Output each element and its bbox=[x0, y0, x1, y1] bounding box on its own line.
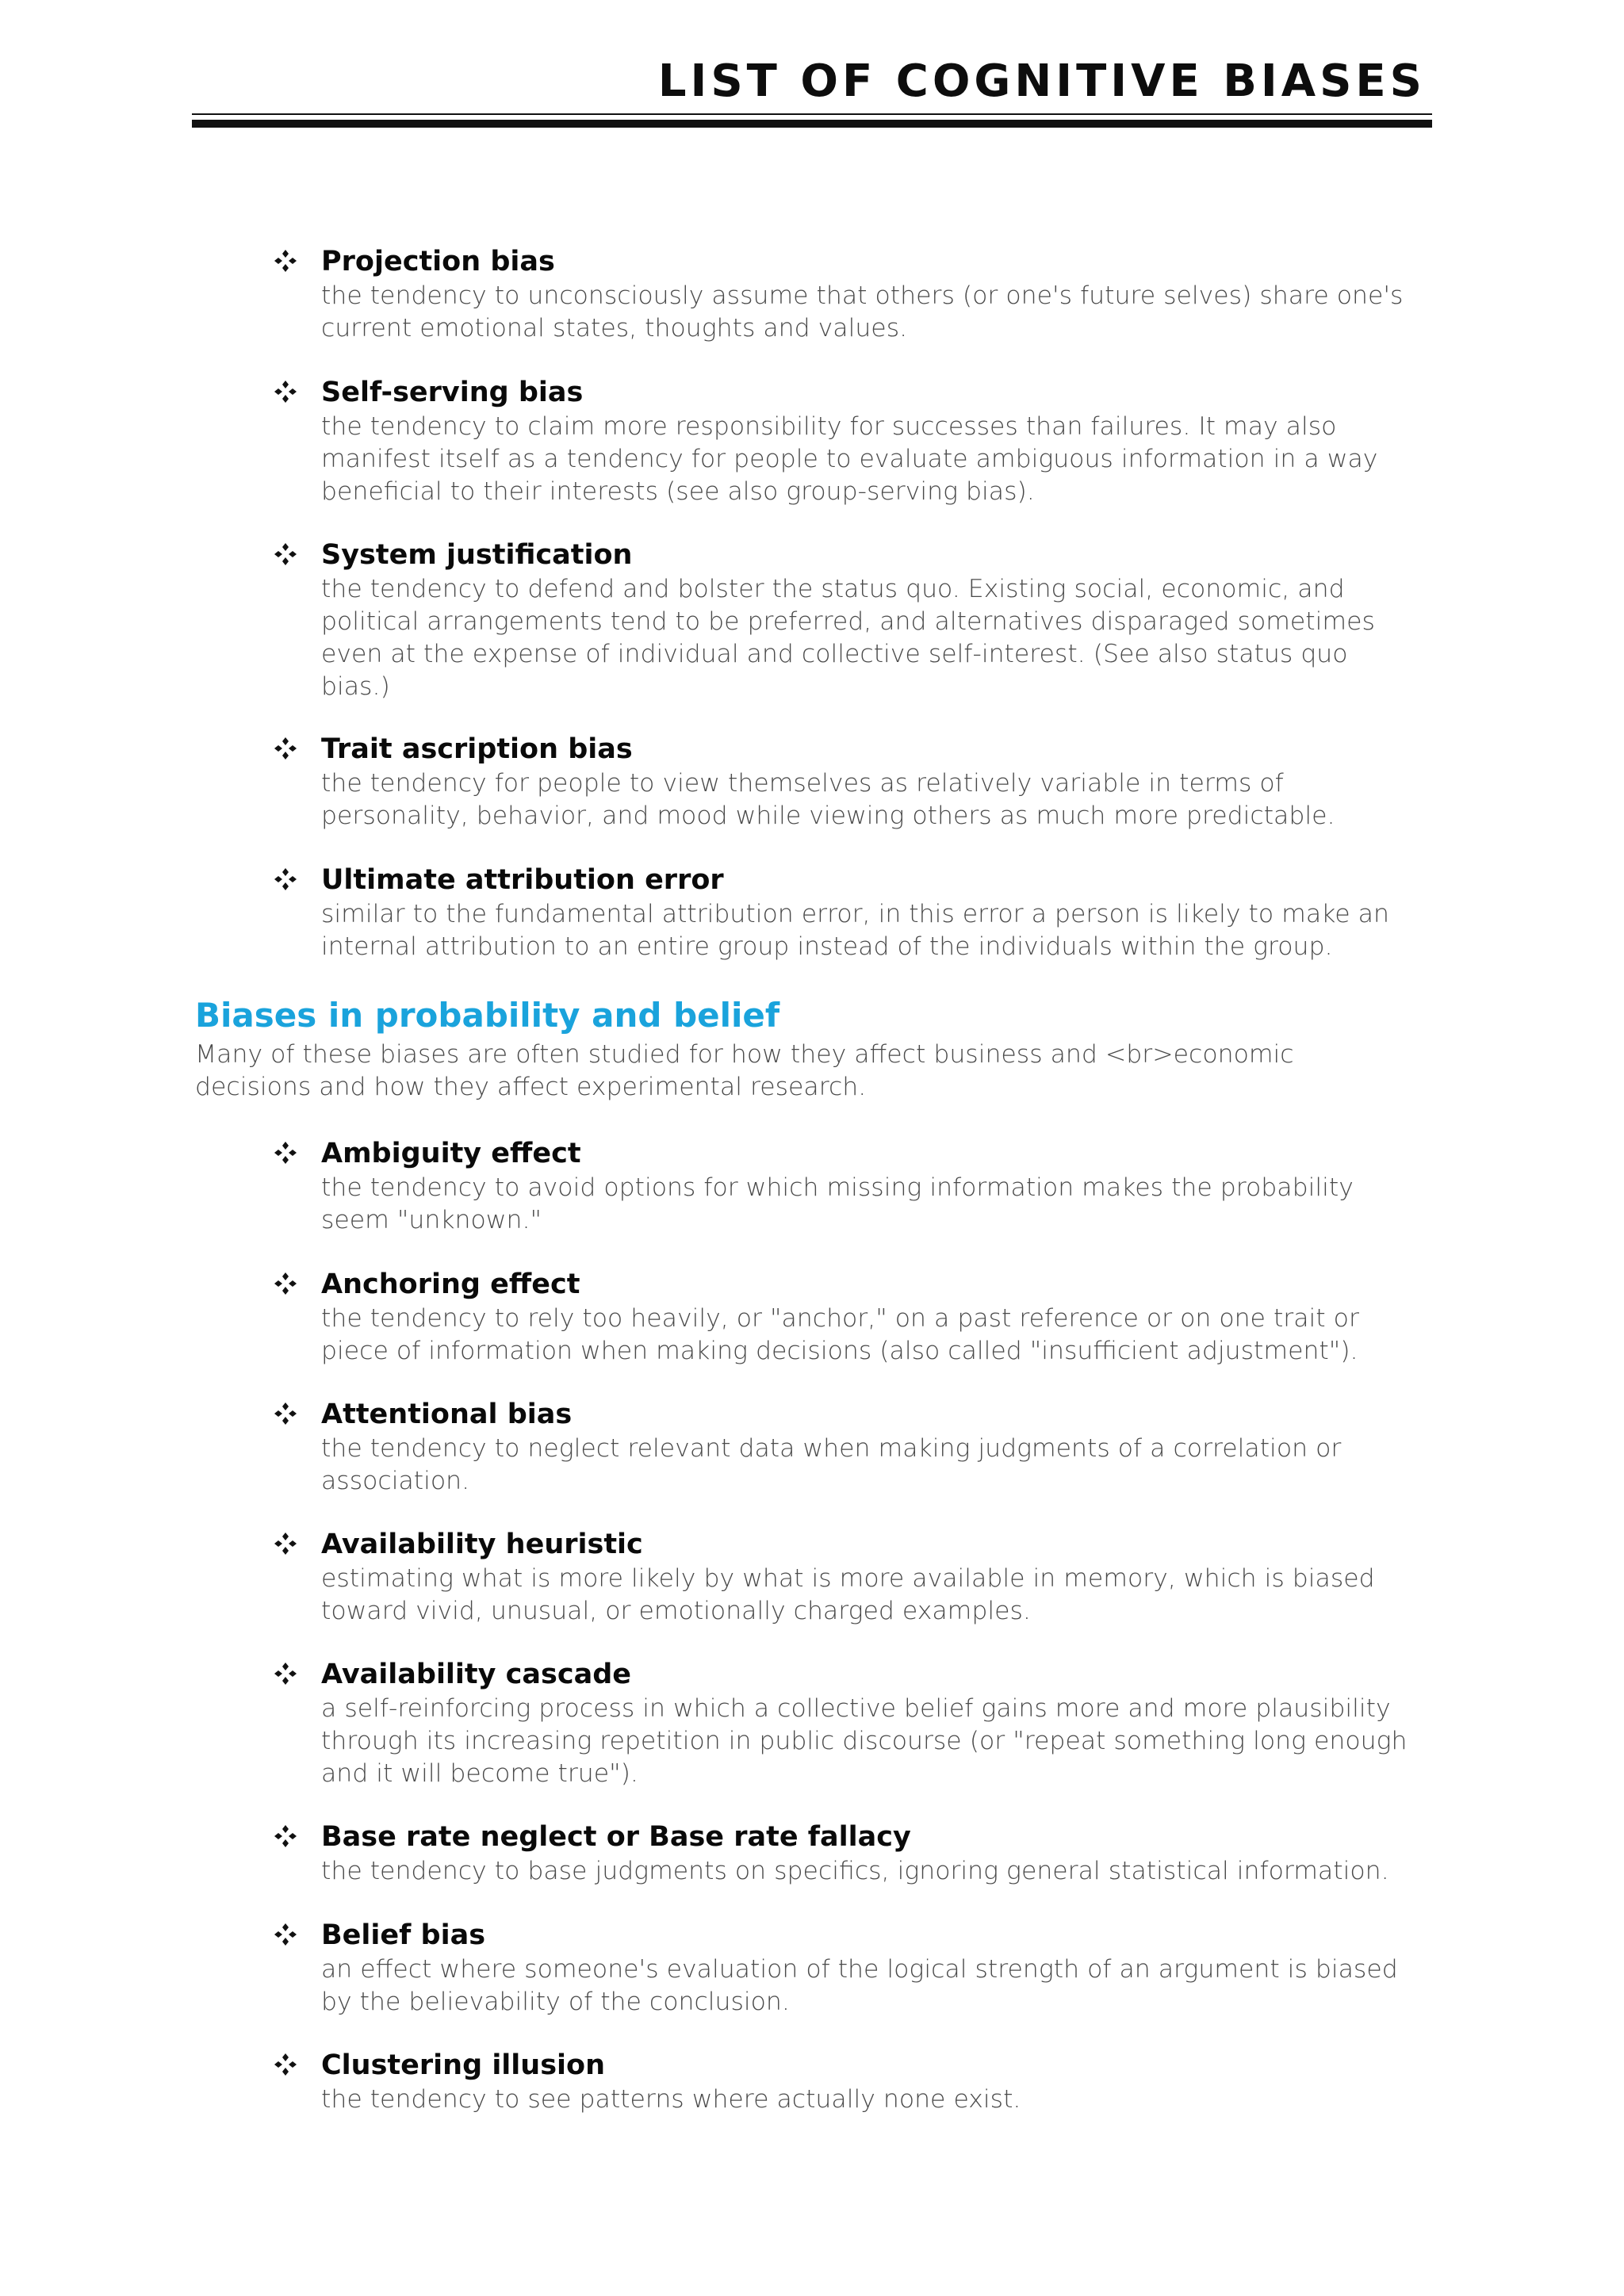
bias-description: similar to the fundamental attribution error, in this error a person is likely to make an internal attribution to an entire group instead of the individuals within the group. bbox=[321, 900, 1389, 961]
header-rule-thick bbox=[192, 120, 1432, 128]
bias-term: Base rate neglect or Base rate fallacy bbox=[321, 1821, 911, 1853]
bias-description: the tendency for people to view themselves as relatively variable in terms of personality, behavior, and mood while viewing others as much more predictable. bbox=[321, 769, 1335, 830]
bias-term: Belief bias bbox=[321, 1919, 486, 1951]
bias-term: Projection bias bbox=[321, 246, 555, 277]
bias-description: the tendency to unconsciously assume that others (or one's future selves) share one's current emotional states, thoughts and values. bbox=[321, 281, 1404, 342]
diamond-bullet-icon bbox=[274, 249, 297, 273]
diamond-bullet-icon bbox=[274, 1272, 297, 1295]
diamond-bullet-icon bbox=[274, 1662, 297, 1686]
bias-description: the tendency to see patterns where actually none exist. bbox=[321, 2085, 1021, 2114]
diamond-bullet-icon bbox=[274, 542, 297, 566]
bias-term: Attentional bias bbox=[321, 1399, 573, 1430]
diamond-bullet-icon bbox=[274, 1402, 297, 1425]
page-header-title: LIST OF COGNITIVE BIASES bbox=[657, 55, 1426, 107]
diamond-bullet-icon bbox=[274, 1532, 297, 1556]
bias-description: estimating what is more likely by what is more available in memory, which is biased toward vivid, unusual, or emotionally charged examples. bbox=[321, 1564, 1375, 1625]
bias-term: Availability heuristic bbox=[321, 1529, 643, 1560]
bias-description: an effect where someone's evaluation of the logical strength of an argument is biased by the believability of the conclusion. bbox=[321, 1955, 1398, 2016]
bias-term: Ambiguity effect bbox=[321, 1138, 581, 1169]
diamond-bullet-icon bbox=[274, 1141, 297, 1165]
diamond-bullet-icon bbox=[274, 1923, 297, 1946]
diamond-bullet-icon bbox=[274, 2053, 297, 2076]
header-rule-thin bbox=[192, 113, 1432, 115]
bias-term: Anchoring effect bbox=[321, 1269, 580, 1300]
bias-description: the tendency to avoid options for which missing information makes the probability seem "unknown." bbox=[321, 1173, 1354, 1234]
bias-term: System justification bbox=[321, 539, 633, 571]
bias-term: Self-serving bias bbox=[321, 377, 584, 408]
section-heading: Biases in probability and belief bbox=[195, 996, 780, 1035]
bias-term: Clustering illusion bbox=[321, 2049, 606, 2081]
bias-description: the tendency to defend and bolster the status quo. Existing social, economic, and political arrangements tend to be preferred, and alternatives disparaged sometimes even at the expense of individual and collective self-interest. (See also status quo bias.) bbox=[321, 575, 1375, 701]
diamond-bullet-icon bbox=[274, 867, 297, 891]
bias-term: Ultimate attribution error bbox=[321, 864, 724, 896]
bias-description: a self-reinforcing process in which a collective belief gains more and more plausibility through its increasing repetition in public discourse (or "repeat something long enough and it will become true"). bbox=[321, 1694, 1408, 1788]
section-intro: Many of these biases are often studied for how they affect business and <br>economic decisions and how they affect experimental research. bbox=[195, 1040, 1294, 1101]
bias-term: Availability cascade bbox=[321, 1659, 632, 1690]
diamond-bullet-icon bbox=[274, 380, 297, 404]
diamond-bullet-icon bbox=[274, 1824, 297, 1848]
bias-description: the tendency to base judgments on specifics, ignoring general statistical information. bbox=[321, 1857, 1389, 1885]
bias-description: the tendency to claim more responsibility for successes than failures. It may also manifest itself as a tendency for people to evaluate ambiguous information in a way beneficial to their interests (see also group-serving bias). bbox=[321, 412, 1378, 506]
diamond-bullet-icon bbox=[274, 737, 297, 760]
bias-description: the tendency to rely too heavily, or "anchor," on a past reference or on one trait or piece of information when making decisions (also called "insufficient adjustment"). bbox=[321, 1304, 1359, 1365]
bias-term: Trait ascription bias bbox=[321, 733, 633, 765]
bias-description: the tendency to neglect relevant data when making judgments of a correlation or association. bbox=[321, 1434, 1342, 1495]
